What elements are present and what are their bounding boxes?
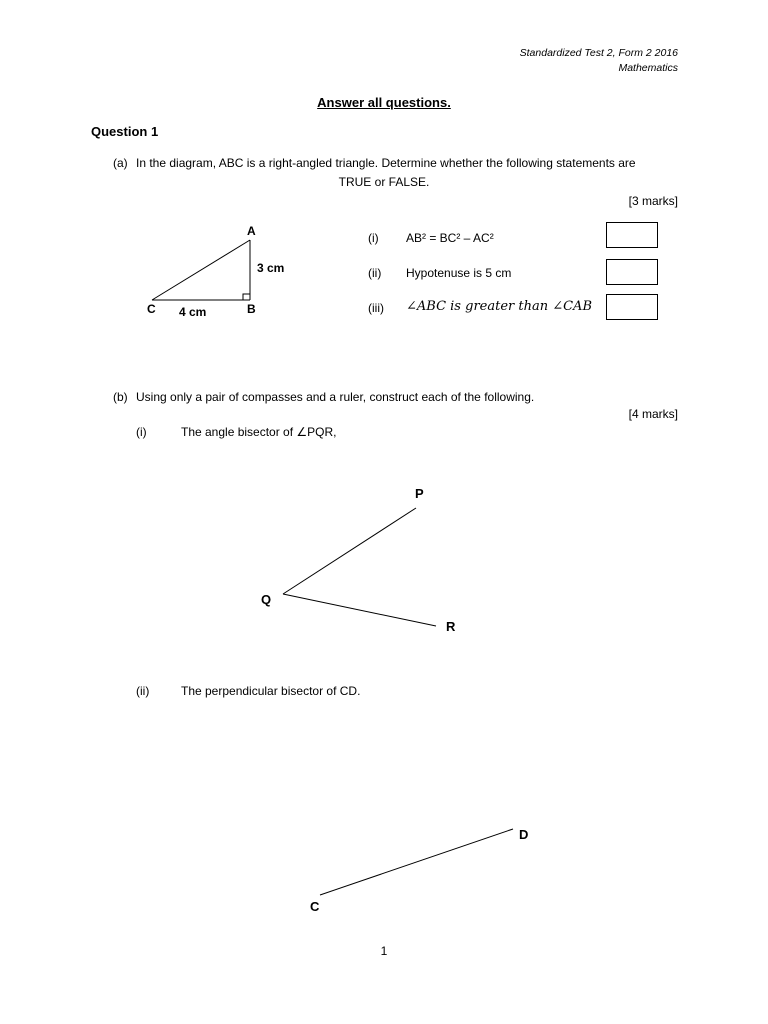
statement-3-text: ∠ABC is greater than ∠CAB: [406, 299, 592, 314]
part-b-label: (b): [113, 390, 128, 404]
right-angle-marker: [243, 294, 250, 300]
vertex-b-label: B: [247, 302, 256, 316]
side-ab-label: 3 cm: [257, 261, 285, 275]
sub-ii-num: (ii): [136, 684, 150, 698]
sub-i-text: The angle bisector of ∠PQR,: [181, 425, 337, 439]
vertex-c-label: C: [147, 302, 156, 316]
point-q-label: Q: [261, 592, 272, 607]
statement-3-num: (iii): [368, 301, 384, 315]
answer-box-3[interactable]: [606, 294, 658, 320]
point-p-label: P: [415, 486, 424, 501]
page-title: Answer all questions.: [317, 95, 451, 110]
statement-2-text: Hypotenuse is 5 cm: [406, 266, 512, 280]
statement-1-text: AB² = BC² – AC²: [406, 231, 494, 245]
triangle-abc: [152, 240, 250, 300]
part-a-label: (a): [113, 156, 128, 170]
part-a-marks: [3 marks]: [628, 194, 678, 208]
line-cd: [320, 829, 513, 895]
point-d-label: D: [519, 827, 529, 842]
point-r-label: R: [446, 619, 456, 634]
answer-box-2[interactable]: [606, 259, 658, 285]
statement-2-num: (ii): [368, 266, 382, 280]
sub-i-num: (i): [136, 425, 147, 439]
answer-box-1[interactable]: [606, 222, 658, 248]
header-subject: Mathematics: [618, 62, 678, 74]
part-a-text-line2: TRUE or FALSE.: [338, 175, 430, 189]
part-b-marks: [4 marks]: [628, 407, 678, 421]
question-heading: Question 1: [91, 124, 159, 139]
page-number: 1: [380, 944, 388, 958]
part-b-text: Using only a pair of compasses and a ruler, construct each of the following.: [136, 390, 535, 404]
part-a-text-line1: In the diagram, ABC is a right-angled triangle. Determine whether the following statements are: [136, 156, 636, 170]
side-cb-label: 4 cm: [179, 305, 207, 319]
statement-1-num: (i): [368, 231, 379, 245]
angle-pqr: [283, 508, 436, 626]
vertex-a-label: A: [247, 224, 256, 238]
sub-ii-text: The perpendicular bisector of CD.: [181, 684, 361, 698]
header-test-name: Standardized Test 2, Form 2 2016: [519, 47, 678, 59]
point-c-label: C: [310, 899, 320, 914]
